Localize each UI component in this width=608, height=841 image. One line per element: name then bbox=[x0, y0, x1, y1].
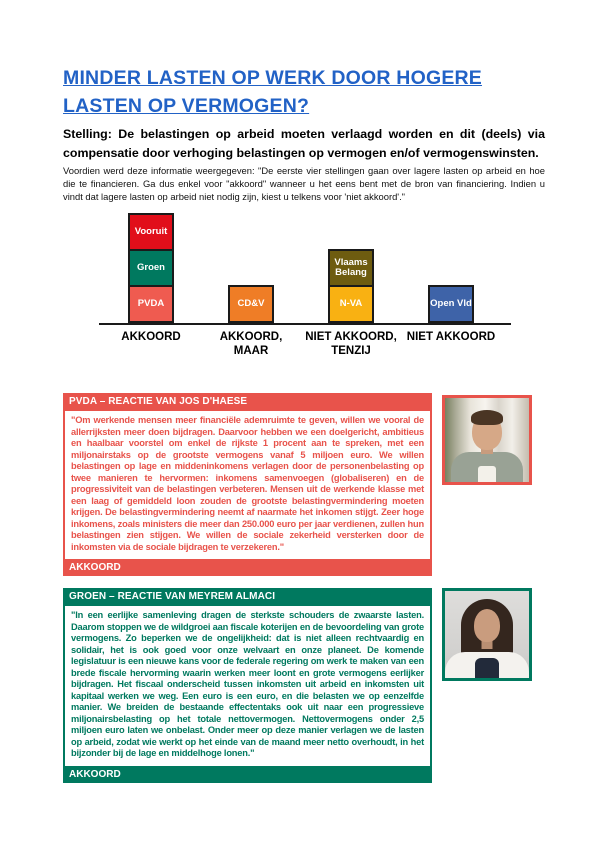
jos-dhaese-photo bbox=[442, 395, 532, 485]
reaction-quote: "In een eerlijke samenleving dragen de sterkste schouders de zwaarste lasten. Daarom stoppen we de wildgroei aan fiscale koterijen en de bevoordeling van grote vermogens. Zo beperken we de ongelijkheid: dat is niet alleen rechtvaardig en solidair, het is ook goed voor onze welvaart en onze planeet. De komende legislatuur is een nieuwe kans voor de federale regering om werk te maken van een brede fiscale hervorming waarin werken meer loont en grote vermogens eerlijker bijdragen. Het fiscaal onderscheid tussen inkomsten uit arbeid en inkomsten uit kapitaal werken we weg. Een euro is een euro, en die belasten we op eenzelfde manier. We breiden de bestaande effectentaks ook uit naar een progressieve miljonairsbelasting op het totale nettovermogen. Nettovermogens onder 2,5 miljoen euro laten we onbelast. Onder meer op deze manier verlagen we de lasten op arbeid, zodat wie werkt op het einde van de maand meer netto overhoudt, in het bijzonder bij de lage en middelhoge lonen." bbox=[63, 606, 432, 766]
bar-segment-vooruit bbox=[128, 213, 174, 251]
bar-segment-vlaams-belang bbox=[328, 249, 374, 287]
category-label-niet-akkoord bbox=[391, 330, 511, 344]
bar-segment-groen bbox=[128, 249, 174, 287]
portrait-face bbox=[474, 609, 500, 642]
statement-text: Stelling: De belastingen op arbeid moeten verlaagd worden en dit (deels) via compensatie door verhoging belastingen op vermogen en/of vermogenswinsten. bbox=[63, 127, 545, 160]
reaction-box-groen bbox=[63, 588, 432, 783]
category-line: AKKOORD bbox=[121, 331, 181, 343]
chart-axis-line bbox=[99, 323, 511, 325]
intro-text: Voordien werd deze informatie weergegeven: "De eerste vier stellingen gaan over lagere lasten op arbeid en hoe die te financieren. Ga dus enkel voor "akkoord" wanneer u het eens bent met de bron van financiering. Indien u vindt dat lagere lasten op arbeid niet nodig zijn, kiest u telkens voor 'niet akkoord'." bbox=[63, 165, 545, 202]
reaction-header: GROEN – REACTIE VAN MEYREM ALMACI bbox=[63, 588, 432, 606]
bar-segment-label: Vlaams Belang bbox=[334, 256, 368, 278]
page-title[interactable]: MINDER LASTEN OP WERK DOOR HOGERE LASTEN OP VERMOGEN? bbox=[63, 67, 483, 117]
category-line: AKKOORD, bbox=[219, 331, 283, 343]
bar-segment-label: Vooruit bbox=[134, 225, 168, 237]
bar-segment-open-vld bbox=[428, 285, 474, 323]
reaction-quote: "Om werkende mensen meer financiële ademruimte te geven, willen we vooral de allerrijksten meer doen bijdragen. Daarvoor hebben we een doelgericht, ambitieus en haalbaar voorstel om enkel de rijkste 1 procent aan te spreken, met een miljonairstaks op de grootste vermogens vanaf 5 miljoen euro. We willen belastingen op lage en middeninkomens verlagen door de personenbelasting op twee manieren te hervormen: inkomens samenvoegen (globaliseren) en de progressiviteit van de belastingen verbeteren. Mensen uit de werkende klasse met een laag of gemiddeld loon zouden de grootste belastingvermindering moeten krijgen. De belastingvermindering neemt af naarmate het inkomen stijgt. Zeer hoge inkomens, zoals ministers die meer dan 250.000 euro per jaar verdienen, zullen hun belastingen zien stijgen. We willen de sociale zekerheid versterken door de inkomsten via de sociale bijdragen te verzekeren." bbox=[63, 411, 432, 559]
category-line: MAAR bbox=[233, 345, 269, 357]
verdict-badge: AKKOORD bbox=[63, 559, 432, 576]
bar-segment-label: Open Vld bbox=[430, 297, 472, 309]
category-line: NIET AKKOORD bbox=[406, 331, 496, 343]
reaction-header: PVDA – REACTIE VAN JOS D'HAESE bbox=[63, 393, 432, 411]
category-line: TENZIJ bbox=[331, 345, 371, 357]
meyrem-almaci-photo bbox=[442, 588, 532, 681]
bar-segment-label: N-VA bbox=[339, 297, 363, 309]
bar-segment-label: CD&V bbox=[237, 297, 265, 309]
portrait-top bbox=[475, 658, 499, 680]
bar-segment-pvda bbox=[128, 285, 174, 323]
portrait-shirt bbox=[478, 466, 496, 484]
bar-segment-nva bbox=[328, 285, 374, 323]
category-line: NIET AKKOORD, bbox=[305, 331, 397, 343]
bar-segment-label: PVDA bbox=[137, 297, 165, 309]
bar-segment-cdv bbox=[228, 285, 274, 323]
reaction-box-pvda bbox=[63, 393, 432, 576]
portrait-hair bbox=[471, 410, 503, 425]
party-position-chart bbox=[63, 213, 545, 373]
verdict-badge: AKKOORD bbox=[63, 766, 432, 783]
bar-segment-label: Groen bbox=[137, 261, 165, 273]
